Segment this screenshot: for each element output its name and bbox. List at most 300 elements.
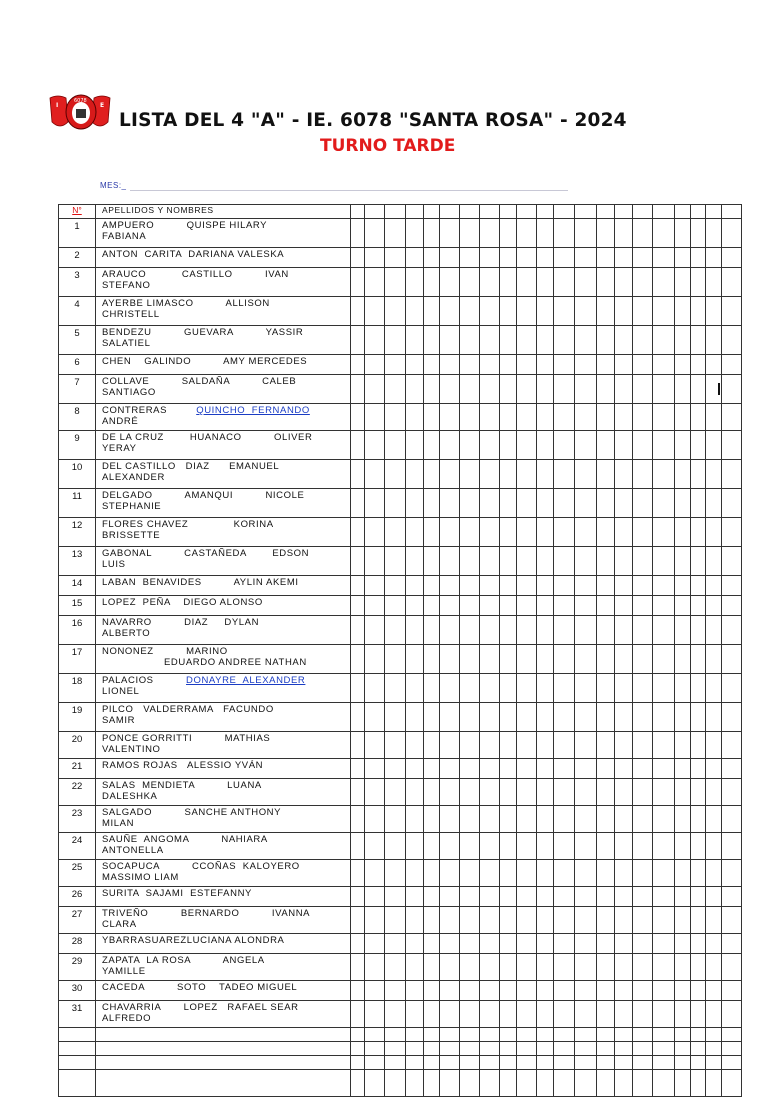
attendance-cell [406,518,424,547]
attendance-cell [440,375,460,404]
svg-text:I: I [56,102,59,109]
attendance-cell [460,205,480,219]
attendance-cell [653,489,675,518]
attendance-cell [424,219,440,248]
attendance-cell [351,833,365,860]
attendance-cell [385,1028,406,1042]
attendance-cell [633,326,653,355]
attendance-cell [722,674,742,703]
attendance-cell [691,1042,706,1056]
attendance-cell [480,981,500,1001]
page-subtitle: TURNO TARDE [320,136,456,156]
attendance-cell [537,860,554,887]
attendance-cell [575,645,597,674]
attendance-cell [537,1056,554,1070]
name-text: STEFANO [102,280,151,291]
attendance-cell [500,703,517,732]
attendance-cell [351,806,365,833]
student-name-line [102,405,350,416]
attendance-cell [653,1056,675,1070]
attendance-cell [406,1042,424,1056]
attendance-cell [537,460,554,489]
attendance-cell [406,404,424,431]
table-row [59,268,742,297]
attendance-cell [691,806,706,833]
attendance-cell [480,219,500,248]
name-text: CHEN GALINDO AMY MERCEDES [102,356,308,367]
attendance-cell [675,547,691,576]
attendance-cell [440,981,460,1001]
student-name [96,645,351,674]
student-number: 16 [59,616,96,645]
student-number: 30 [59,981,96,1001]
student-name-line [102,818,350,829]
attendance-cell [615,576,633,596]
student-number: 18 [59,674,96,703]
name-text: SALATIEL [102,338,151,349]
attendance-cell [615,326,633,355]
attendance-cell [554,219,575,248]
student-number: 13 [59,547,96,576]
attendance-cell [537,954,554,981]
attendance-cell [575,248,597,268]
attendance-cell [615,375,633,404]
name-text: SALGADO SANCHE ANTHONY [102,807,282,818]
attendance-cell [675,981,691,1001]
attendance-cell [554,1028,575,1042]
student-name-line [102,646,350,657]
attendance-cell [691,887,706,907]
attendance-cell [517,981,537,1001]
attendance-cell [633,732,653,759]
name-text: LABAN BENAVIDES AYLIN AKEMI [102,577,299,588]
attendance-cell [480,833,500,860]
attendance-cell [500,1028,517,1042]
attendance-cell [351,326,365,355]
attendance-cell [554,375,575,404]
attendance-cell [406,934,424,954]
attendance-cell [424,674,440,703]
attendance-cell [500,404,517,431]
attendance-cell [633,674,653,703]
attendance-cell [440,326,460,355]
attendance-cell [385,460,406,489]
attendance-cell [722,887,742,907]
attendance-cell [633,907,653,934]
attendance-cell [675,518,691,547]
attendance-cell [633,375,653,404]
attendance-cell [440,934,460,954]
attendance-cell [633,1042,653,1056]
student-name-line [102,269,350,280]
attendance-cell [385,355,406,375]
attendance-cell [440,518,460,547]
attendance-cell [575,934,597,954]
attendance-cell [615,759,633,779]
attendance-cell [460,1056,480,1070]
student-name-line [102,280,350,291]
attendance-cell [480,518,500,547]
attendance-cell [406,375,424,404]
attendance-cell [615,1028,633,1042]
attendance-cell [351,779,365,806]
attendance-cell [440,248,460,268]
attendance-cell [653,645,675,674]
attendance-cell [440,1056,460,1070]
attendance-cell [722,375,742,404]
attendance-cell [537,248,554,268]
student-name-line [102,338,350,349]
hyperlinked-name[interactable]: QUINCHO FERNANDO [196,405,310,416]
attendance-cell [554,1042,575,1056]
attendance-cell [351,547,365,576]
student-name [96,518,351,547]
name-text: ALBERTO [102,628,151,639]
attendance-cell [706,404,722,431]
table-row [59,404,742,431]
attendance-cell [406,596,424,616]
attendance-cell [615,703,633,732]
attendance-cell [706,1001,722,1028]
table-row [59,887,742,907]
student-name [96,887,351,907]
attendance-cell [351,1028,365,1042]
attendance-cell [633,1056,653,1070]
name-text: BENDEZU GUEVARA YASSIR [102,327,304,338]
attendance-cell [675,205,691,219]
attendance-cell [406,576,424,596]
empty-number-cell [59,1028,96,1042]
attendance-cell [500,1001,517,1028]
attendance-cell [706,219,722,248]
attendance-cell [597,326,615,355]
attendance-cell [653,703,675,732]
attendance-cell [351,219,365,248]
logo-number: 6078 [74,98,87,104]
number-column-header: N° [59,205,96,219]
attendance-cell [365,907,385,934]
name-text: SAMIR [102,715,136,726]
attendance-cell [500,547,517,576]
empty-row [59,1042,742,1056]
student-name [96,616,351,645]
attendance-cell [460,934,480,954]
attendance-cell [385,645,406,674]
attendance-cell [691,547,706,576]
attendance-cell [365,576,385,596]
student-name-line [102,220,350,231]
attendance-cell [517,596,537,616]
mes-label: MES:_ [100,181,127,190]
attendance-cell [440,297,460,326]
attendance-cell [424,645,440,674]
table-header-row [59,205,742,219]
attendance-cell [480,460,500,489]
attendance-cell [615,431,633,460]
attendance-cell [675,375,691,404]
attendance-cell [351,616,365,645]
attendance-cell [722,833,742,860]
attendance-cell [675,219,691,248]
attendance-cell [653,431,675,460]
name-text: YBARRASUAREZLUCIANA ALONDRA [102,935,285,946]
attendance-cell [517,547,537,576]
attendance-cell [460,1001,480,1028]
table-row [59,375,742,404]
student-number: 11 [59,489,96,518]
attendance-cell [517,576,537,596]
attendance-cell [351,375,365,404]
attendance-cell [633,547,653,576]
attendance-cell [691,489,706,518]
attendance-cell [460,219,480,248]
student-name [96,596,351,616]
name-text: TRIVEÑO BERNARDO IVANNA [102,908,311,919]
name-text: PILCO VALDERRAMA FACUNDO [102,704,274,715]
name-text: ANDRÉ [102,416,139,427]
attendance-cell [385,732,406,759]
attendance-cell [575,779,597,806]
attendance-cell [691,860,706,887]
attendance-cell [653,268,675,297]
student-name [96,355,351,375]
attendance-cell [554,431,575,460]
attendance-cell [406,489,424,518]
attendance-cell [706,355,722,375]
attendance-cell [691,779,706,806]
student-name [96,779,351,806]
student-number: 22 [59,779,96,806]
student-name [96,248,351,268]
name-text: NAVARRO DIAZ DYLAN [102,617,260,628]
attendance-cell [406,833,424,860]
attendance-cell [424,981,440,1001]
attendance-cell [675,489,691,518]
table-row [59,860,742,887]
attendance-cell [706,954,722,981]
attendance-cell [500,674,517,703]
attendance-cell [460,297,480,326]
hyperlinked-name[interactable]: DONAYRE ALEXANDER [186,675,306,686]
attendance-cell [480,297,500,326]
student-name-line [102,231,350,242]
attendance-cell [675,404,691,431]
attendance-cell [440,1028,460,1042]
attendance-cell [460,1070,480,1097]
attendance-cell [706,431,722,460]
student-name-line [102,249,350,260]
attendance-cell [597,375,615,404]
attendance-cell [406,907,424,934]
attendance-cell [575,596,597,616]
attendance-cell [460,431,480,460]
attendance-cell [517,887,537,907]
attendance-cell [537,297,554,326]
attendance-cell [351,355,365,375]
student-name-line [102,628,350,639]
attendance-cell [480,404,500,431]
attendance-cell [385,404,406,431]
attendance-cell [517,375,537,404]
attendance-cell [675,596,691,616]
attendance-cell [460,954,480,981]
attendance-cell [424,547,440,576]
name-text: ARAUCO CASTILLO IVAN [102,269,289,280]
student-number: 15 [59,596,96,616]
student-name [96,860,351,887]
attendance-cell [424,326,440,355]
attendance-cell [351,596,365,616]
attendance-cell [706,1028,722,1042]
student-number: 23 [59,806,96,833]
attendance-cell [653,596,675,616]
student-name-line [102,657,350,668]
attendance-cell [691,1028,706,1042]
attendance-cell [691,205,706,219]
attendance-cell [722,907,742,934]
attendance-cell [480,326,500,355]
attendance-cell [440,460,460,489]
attendance-cell [440,645,460,674]
attendance-cell [653,887,675,907]
attendance-cell [554,297,575,326]
attendance-cell [460,779,480,806]
student-name-line [102,548,350,559]
attendance-cell [500,219,517,248]
student-name-line [102,955,350,966]
attendance-cell [406,326,424,355]
attendance-cell [675,907,691,934]
attendance-cell [722,219,742,248]
attendance-cell [500,981,517,1001]
attendance-cell [351,431,365,460]
attendance-cell [691,645,706,674]
attendance-cell [365,1001,385,1028]
attendance-cell [615,596,633,616]
table-row [59,954,742,981]
attendance-cell [633,806,653,833]
student-name [96,934,351,954]
attendance-cell [517,616,537,645]
attendance-cell [706,703,722,732]
attendance-cell [440,1042,460,1056]
student-name-line [102,387,350,398]
attendance-cell [537,375,554,404]
attendance-cell [460,703,480,732]
attendance-cell [385,703,406,732]
student-number: 8 [59,404,96,431]
attendance-cell [691,518,706,547]
attendance-cell [554,860,575,887]
student-name [96,326,351,355]
attendance-cell [706,1070,722,1097]
student-number: 27 [59,907,96,934]
table-row [59,779,742,806]
attendance-cell [365,1042,385,1056]
table-row [59,806,742,833]
attendance-cell [615,404,633,431]
attendance-cell [385,248,406,268]
attendance-cell [517,860,537,887]
student-number: 3 [59,268,96,297]
attendance-cell [480,907,500,934]
attendance-cell [365,674,385,703]
attendance-cell [597,806,615,833]
attendance-cell [633,1070,653,1097]
attendance-cell [500,1042,517,1056]
attendance-cell [615,860,633,887]
attendance-cell [480,1028,500,1042]
table-row [59,248,742,268]
student-name-line [102,780,350,791]
attendance-cell [575,806,597,833]
attendance-cell [597,732,615,759]
attendance-cell [722,404,742,431]
attendance-cell [440,860,460,887]
attendance-cell [653,297,675,326]
attendance-cell [615,887,633,907]
attendance-cell [653,518,675,547]
attendance-cell [575,205,597,219]
name-text: AMPUERO QUISPE HILARY [102,220,268,231]
attendance-cell [537,645,554,674]
attendance-cell [633,981,653,1001]
attendance-cell [554,205,575,219]
student-name [96,833,351,860]
attendance-cell [500,355,517,375]
attendance-cell [406,806,424,833]
attendance-cell [460,645,480,674]
attendance-cell [406,887,424,907]
student-name-line [102,861,350,872]
attendance-cell [500,779,517,806]
attendance-cell [537,326,554,355]
attendance-cell [537,806,554,833]
attendance-cell [460,887,480,907]
attendance-cell [722,759,742,779]
attendance-cell [480,248,500,268]
student-name [96,1001,351,1028]
attendance-cell [406,205,424,219]
attendance-cell [440,355,460,375]
attendance-cell [675,887,691,907]
name-text: DALESHKA [102,791,158,802]
attendance-cell [615,489,633,518]
attendance-cell [554,981,575,1001]
attendance-cell [706,460,722,489]
student-name-line [102,982,350,993]
attendance-cell [351,860,365,887]
attendance-cell [385,616,406,645]
student-name-line [102,733,350,744]
student-number: 29 [59,954,96,981]
attendance-cell [440,954,460,981]
attendance-cell [424,1042,440,1056]
attendance-cell [440,404,460,431]
attendance-cell [691,674,706,703]
attendance-cell [615,674,633,703]
attendance-cell [424,779,440,806]
attendance-cell [722,268,742,297]
student-name [96,732,351,759]
attendance-cell [722,806,742,833]
attendance-cell [517,489,537,518]
attendance-cell [691,732,706,759]
attendance-cell [480,616,500,645]
name-text: SALAS MENDIETA LUANA [102,780,262,791]
attendance-cell [351,934,365,954]
attendance-cell [424,954,440,981]
